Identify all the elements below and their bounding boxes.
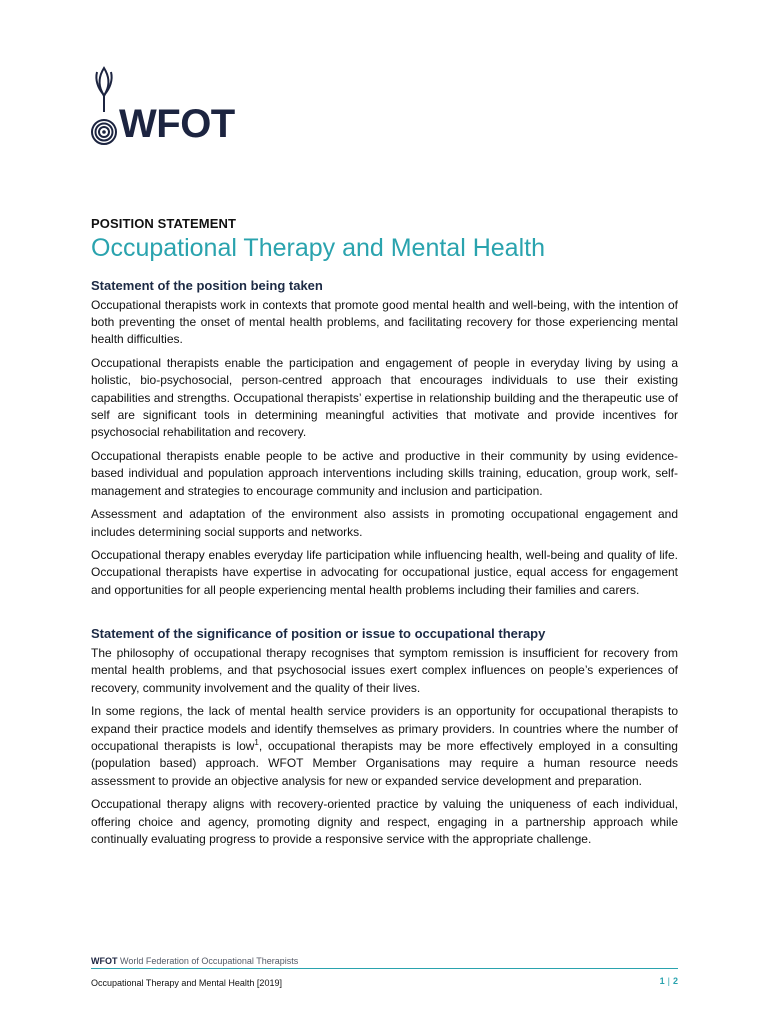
paragraph: The philosophy of occupational therapy recognises that symptom remission is insufficient for recovery from mental health problems, and that psychosocial issues exert complex influences on people’s experiences of recovery, community involvement and the quality of their lives. (91, 646, 678, 695)
paragraph-text: In some regions, the lack of mental health service providers is an opportunity for occupational therapists to expand their practice models and identify themselves as primary providers. In countries where the number of occupational therapists is low (91, 704, 678, 754)
page-current: 1 (659, 976, 665, 986)
paragraph: Occupational therapists work in contexts that promote good mental health and well-being, with the intention of both preventing the onset of mental health problems, and facilitating recovery for those experiencing mental health difficulties. (91, 297, 678, 347)
footer-org-name: World Federation of Occupational Therapists (117, 956, 299, 966)
section-heading-significance: Statement of the significance of position or issue to occupational therapy (91, 626, 546, 642)
wfot-logo (90, 66, 235, 154)
logo-wordmark: WFOT (119, 102, 235, 146)
wfot-feather-spiral-icon (90, 66, 118, 154)
document-body (91, 216, 678, 855)
paragraph: Occupational therapy enables everyday life participation while influencing health, well-being and quality of life. Occupational therapists have expertise in advocating for occupational justice, equal access for engagement and opportunities for all people experiencing mental health problems including their families and carers. (91, 547, 678, 597)
page-total: 2 (672, 976, 678, 986)
paragraph-regions (91, 703, 678, 790)
section-heading-position: Statement of the position being taken (91, 277, 323, 293)
paragraph: Occupational therapists enable people to be active and productive in their community by using evidence-based individual and population approach interventions including skills training, education, group work, self-management and strategies to encourage community and inclusion and participation. (91, 448, 678, 498)
footer-document-reference: Occupational Therapy and Mental Health [2019] (91, 978, 282, 988)
page-number (660, 976, 678, 986)
paragraph-text: , occupational therapists may be more effectively employed in a consulting (population based) approach. WFOT Member Organisations may require a human resource needs assessment to provide an objective analysis for new or expanded service development and preparation. (91, 739, 678, 788)
footer-brand: WFOT (91, 956, 118, 966)
document-title: Occupational Therapy and Mental Health (91, 234, 545, 262)
page-separator: | (667, 976, 670, 986)
footer-organisation (91, 956, 678, 966)
footer-divider (91, 968, 678, 969)
footnote-reference[interactable]: 1 (254, 738, 259, 748)
document-kicker: POSITION STATEMENT (91, 216, 237, 231)
paragraph: Occupational therapy aligns with recovery-oriented practice by valuing the uniqueness of each individual, offering choice and agency, promoting dignity and respect, engaging in a partnership approach while continually evaluating progress to provide a responsive service with the appropriate challenge. (91, 797, 678, 847)
paragraph: Occupational therapists enable the participation and engagement of people in everyday living by using a holistic, bio-psychosocial, person-centred approach that encourages individuals to use their existing capabilities and strengths. Occupational therapists’ expertise in relationship building and the therapeutic use of self are significant tools in determining meaningful activities that motivate and provide incentives for psychosocial rehabilitation and recovery. (91, 355, 678, 440)
paragraph: Assessment and adaptation of the environment also assists in promoting occupational engagement and includes determining social supports and networks. (91, 507, 678, 539)
